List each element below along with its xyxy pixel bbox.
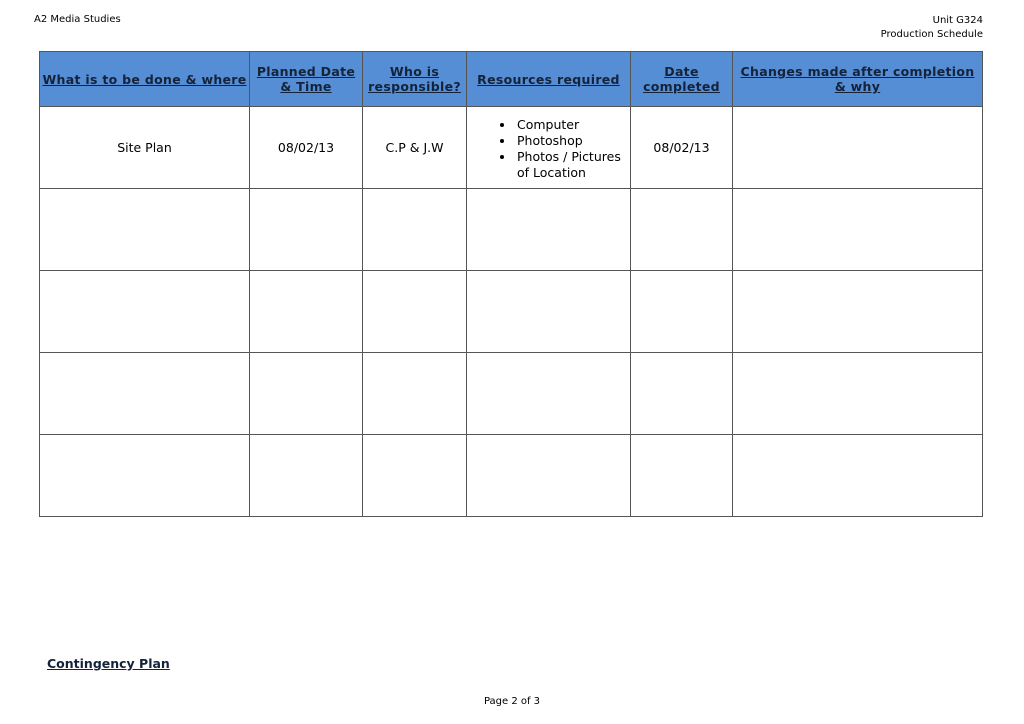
column-header-task: What is to be done & where: [40, 52, 250, 107]
resource-item: • Computer: [515, 117, 630, 133]
cell-responsible: [363, 189, 467, 271]
table-row: [40, 435, 983, 517]
table-header-row: [40, 52, 983, 107]
cell-changes: [733, 189, 983, 271]
cell-resources: [467, 353, 631, 435]
column-header-date-completed: Date completed: [631, 52, 733, 107]
production-schedule-table: [39, 51, 983, 517]
cell-resources: [467, 189, 631, 271]
cell-planned-date: [250, 189, 363, 271]
document-subtitle: Production Schedule: [880, 29, 983, 40]
cell-task: [40, 435, 250, 517]
cell-changes: [733, 353, 983, 435]
unit-label: Unit G324: [932, 15, 983, 26]
column-header-responsible: Who is responsible?: [363, 52, 467, 107]
cell-task: [40, 353, 250, 435]
cell-planned-date: 08/02/13: [250, 107, 363, 189]
column-header-changes: Changes made after completion & why: [733, 52, 983, 107]
cell-responsible: C.P & J.W: [363, 107, 467, 189]
cell-date-completed: [631, 189, 733, 271]
table-row: [40, 189, 983, 271]
cell-changes: [733, 435, 983, 517]
column-header-resources: Resources required: [467, 52, 631, 107]
cell-responsible: [363, 435, 467, 517]
table-row: [40, 107, 983, 189]
cell-date-completed: 08/02/13: [631, 107, 733, 189]
cell-resources: [467, 435, 631, 517]
table-row: [40, 353, 983, 435]
page-number: Page 2 of 3: [483, 696, 541, 707]
resource-item: • Photos / Pictures of Location: [515, 149, 630, 181]
cell-changes: [733, 271, 983, 353]
cell-changes: [733, 107, 983, 189]
cell-resources: [467, 107, 631, 189]
cell-task: Site Plan: [40, 107, 250, 189]
cell-date-completed: [631, 353, 733, 435]
cell-date-completed: [631, 435, 733, 517]
cell-planned-date: [250, 435, 363, 517]
resources-list: [467, 117, 630, 181]
cell-responsible: [363, 271, 467, 353]
header-left-title: A2 Media Studies: [34, 14, 121, 25]
resource-item: • Photoshop: [515, 133, 630, 149]
header-right: [881, 14, 983, 42]
cell-date-completed: [631, 271, 733, 353]
cell-planned-date: [250, 353, 363, 435]
cell-task: [40, 271, 250, 353]
cell-resources: [467, 271, 631, 353]
table-row: [40, 271, 983, 353]
column-header-planned-date: Planned Date & Time: [250, 52, 363, 107]
cell-responsible: [363, 353, 467, 435]
cell-planned-date: [250, 271, 363, 353]
contingency-plan-heading: Contingency Plan: [47, 656, 170, 671]
cell-task: [40, 189, 250, 271]
